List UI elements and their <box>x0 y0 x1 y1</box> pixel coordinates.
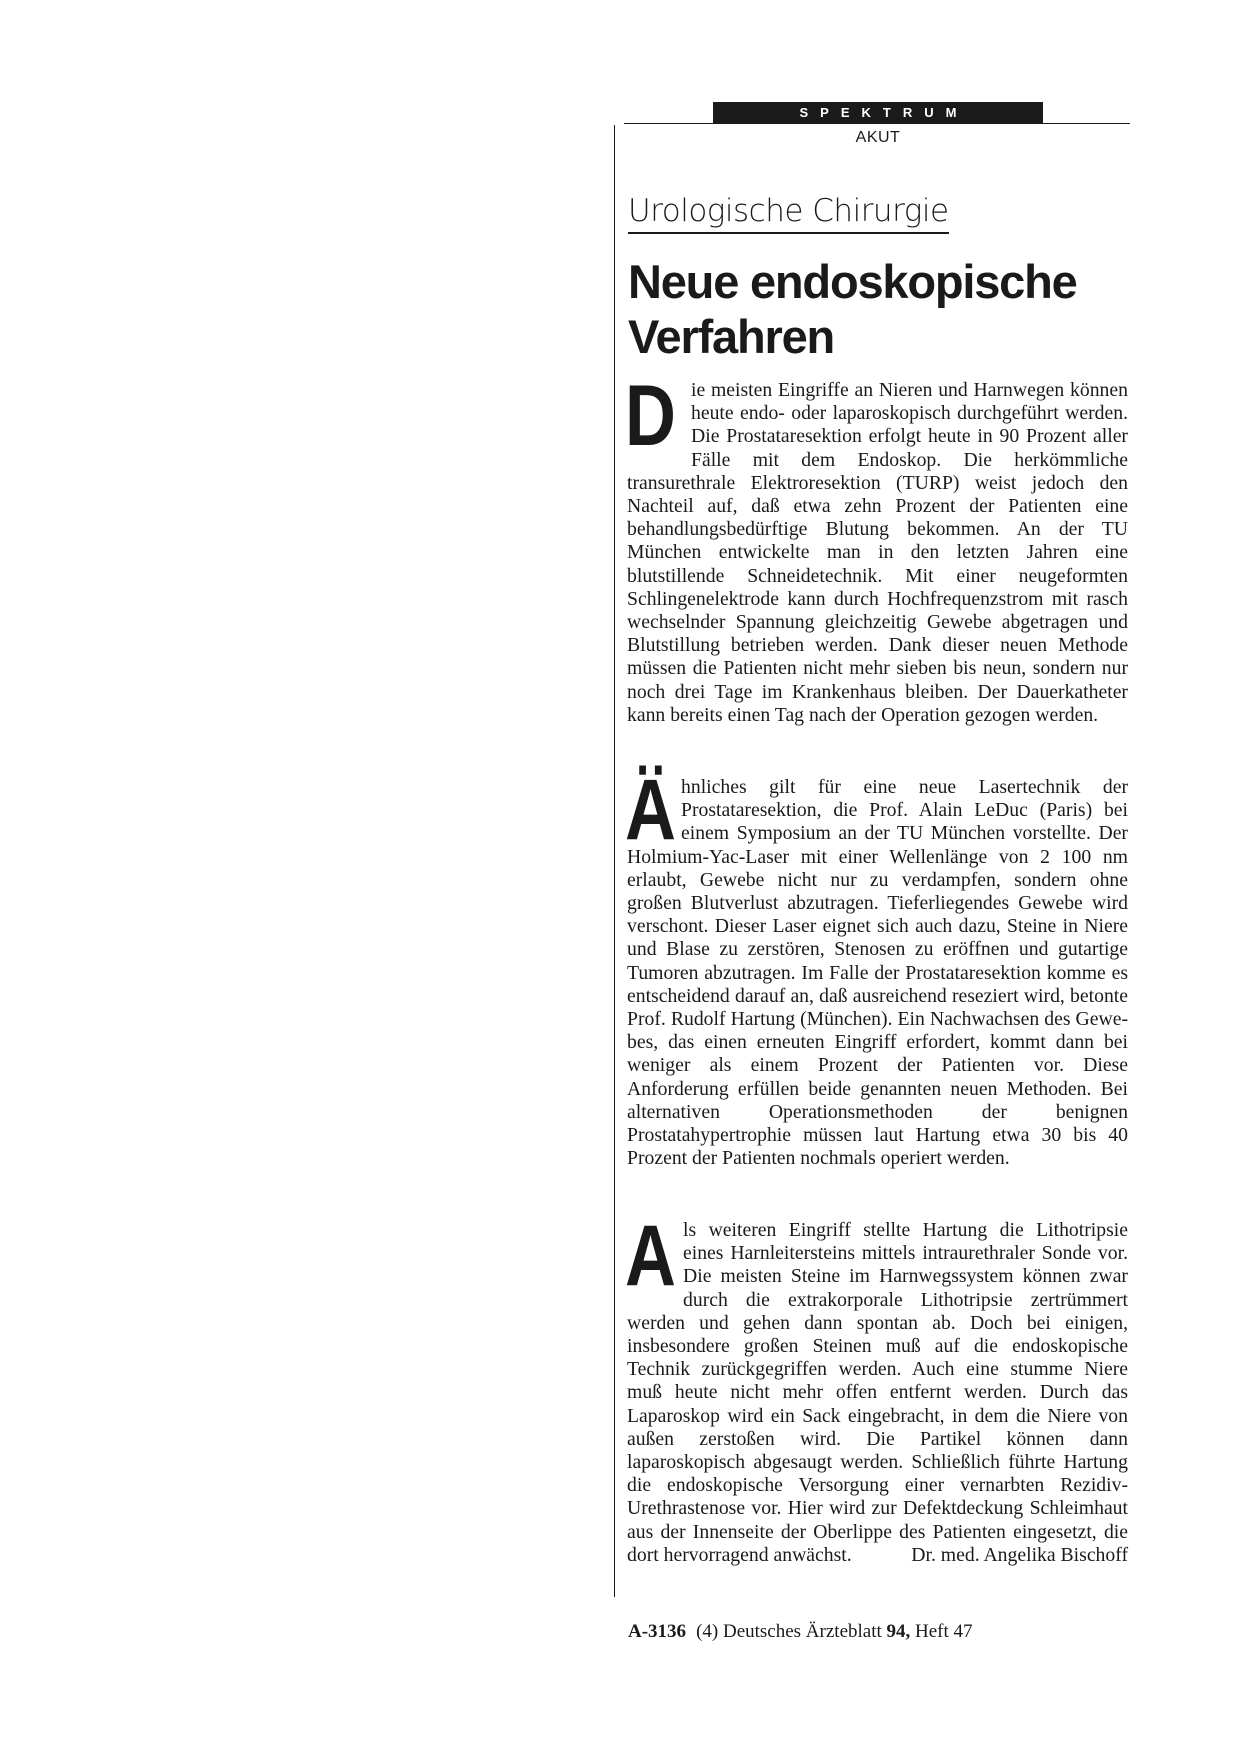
drop-cap: Ä <box>625 762 676 858</box>
headline-line-1: Neue endoskopische <box>628 255 1077 308</box>
headline-line-2: Verfahren <box>628 310 835 363</box>
subsection-label: AKUT <box>855 129 901 146</box>
article-paragraph <box>625 368 1128 727</box>
section-rule-horizontal <box>624 123 1130 124</box>
journal-name: (4) Deutsches Ärzteblatt <box>696 1621 882 1642</box>
section-banner: SPEKTRUM <box>713 102 1043 123</box>
article-kicker: Urologische Chirurgie <box>628 192 949 234</box>
paragraph-text: ie meisten Eingriffe an Nieren und Harnwegen können heute endo- oder laparoskopisch durchgeführt werden. Die Prostataresektion erfolgt heute in 90 Prozent aller Fälle mit dem Endoskop. Die herkömmliche transurethrale Elektroresektion (TURP) weist jedoch den Nachteil auf, daß etwa zehn Prozent der Patienten eine behandlungsbedürftige Blutung bekommen. An der TU München entwickelte man in den letzten Jahren eine blutstillende Schneidetechnik. Mit einer neugeformten Schlingenelektrode kann durch Hochfrequenzstrom mit rasch wechselnder Spannung gleichzeitig Gewebe abgetragen und Blutstillung betrieben werden. Dank dieser neuen Methode müssen die Patienten nicht mehr sieben bis neun, sondern nur noch drei Tage im Krankenhaus bleiben. Der Dauerkatheter kann bereits einen Tag nach der Operation gezogen werden. <box>627 379 1128 726</box>
article-paragraph <box>625 762 1128 1170</box>
page-footer <box>628 1621 973 1643</box>
paragraph-text: hnliches gilt für eine neue Lasertechnik der Prostataresektion, die Prof. Alain LeDuc (Paris) bei einem Symposium an der TU München vorstellte. Der Holmium-Yac-Laser mit einer Wellenlänge von 2 100 nm erlaubt, Gewebe nicht nur zu verdampfen, sondern ohne großen Blutverlust abzutragen. Tieferliegendes Gewebe wird verschont. Dieser Laser eignet sich auch dazu, Steine in Niere und Blase zu zerstören, Stenosen zu eröffnen und gutartige Tumoren abzutragen. Im Falle der Prostataresektion komme es entscheidend darauf an, daß ausreichend reseziert wird, betonte Prof. Rudolf Hartung (München). Ein Nachwachsen des Gewebes, das einen erneuten Eingriff erfordert, kommt dann bei weniger als einem Prozent der Patienten vor. Diese Anforderung erfüllen beide genannten neuen Methoden. Bei alternativen Operationsmethoden der benignen Prostatahypertrophie müssen laut Hartung etwa 30 bis 40 Prozent der Patienten nochmals operiert werden. <box>627 776 1128 1170</box>
author-byline: Dr. med. Angelika Bischoff <box>911 1543 1128 1566</box>
drop-cap: D <box>625 368 676 464</box>
article-paragraph <box>625 1208 1128 1567</box>
article-headline <box>628 254 1138 364</box>
issue-number: Heft 47 <box>915 1621 973 1642</box>
drop-cap: A <box>625 1208 676 1304</box>
page-number: A-3136 <box>628 1621 687 1642</box>
paragraph-text: ls weiteren Eingriff stellte Hartung die Lithotripsie eines Harnleitersteins mittels intraurethraler Sonde vor. Die meisten Steine im Harnwegssystem können zwar durch die extrakorporale Lithotripsie zertrümmert werden und gehen dann spontan ab. Doch bei einigen, insbesondere großen Steinen muß auf die endoskopische Technik zurückgegriffen werden. Auch eine stumme Niere muß heute nicht mehr offen entfernt werden. Durch das Laparoskop wird ein Sack eingebracht, in dem die Niere von außen zerstoßen wird. Die Partikel können dann laparoskopisch abgesaugt werden. Schließlich führte Hartung die endoskopische Versorgung einer vernarbten Rezidiv-Urethrastenose vor. Hier wird zur Defektdeckung Schleimhaut aus der Innenseite der Oberlippe des Patienten eingesetzt, die dort hervorragend anwächst. <box>627 1219 1128 1566</box>
column-rule-vertical <box>614 125 615 1597</box>
volume-number: 94, <box>886 1621 911 1642</box>
